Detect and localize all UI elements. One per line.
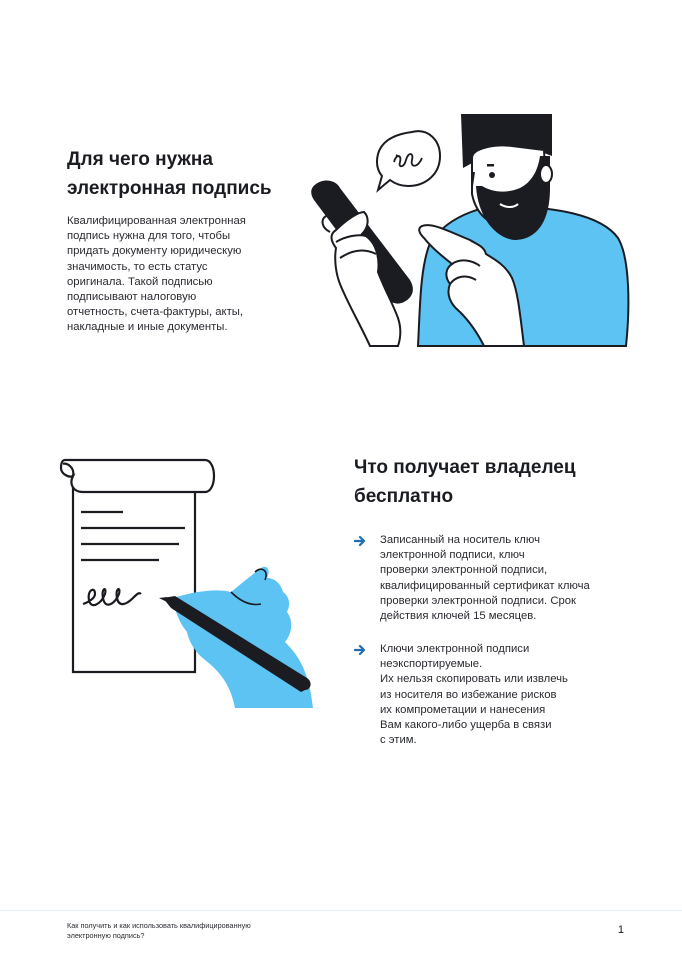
bullet-line: проверки электронной подписи. Срок (380, 594, 576, 607)
title-line: Для чего нужна (67, 149, 213, 170)
body-line: накладные и иные документы. (67, 321, 228, 334)
title-line: электронная подпись (67, 178, 272, 199)
section-title-why-signature (67, 145, 317, 203)
footer-line: электронную подпись? (67, 930, 145, 940)
title-line: Что получает владелец (354, 457, 576, 478)
hand-signing-document-illustration (55, 452, 320, 716)
bullet-line: проверки электронной подписи, (380, 564, 548, 577)
bullet-line: действия ключей 15 месяцев. (380, 610, 537, 623)
man-with-phone-illustration (300, 108, 660, 350)
bullet-line: Записанный на носитель ключ (380, 534, 540, 546)
bullet-text (380, 533, 590, 624)
body-line: значимость, то есть статус (67, 260, 208, 273)
title-line: бесплатно (354, 486, 454, 507)
arrow-right-icon (354, 535, 366, 547)
bullet-line: Их нельзя скопировать или извлечь (380, 673, 568, 686)
bullet-text (380, 642, 568, 748)
bullet-line: их компрометации и нанесения (380, 703, 546, 716)
bullet-line: электронной подписи, ключ (380, 549, 525, 562)
body-line: подписывают налоговую (67, 291, 197, 304)
arrow-right-icon (354, 644, 366, 656)
bullet-line: Ключи электронной подписи (380, 643, 530, 655)
body-line: оригинала. Такой подписью (67, 275, 213, 288)
page-number: 1 (617, 924, 624, 936)
bullet-item (354, 533, 644, 625)
body-line: подпись нужна для того, чтобы (67, 230, 231, 243)
body-line: придать документу юридическую (67, 245, 242, 258)
bullet-item (354, 642, 644, 752)
footer-line: Как получить и как использовать квалифицированную (67, 921, 251, 930)
section-body-why-signature (67, 214, 287, 336)
footer-divider (0, 910, 682, 911)
bullet-line: из носителя во избежание рисков (380, 688, 557, 701)
body-line: Квалифицированная электронная (67, 215, 246, 227)
bullet-line: неэкспортируемые. (380, 658, 483, 671)
bullet-line: с этим. (380, 734, 417, 747)
bullet-line: квалифицированный сертификат ключа (380, 579, 590, 592)
section-title-free-items (354, 453, 654, 511)
body-line: отчетность, счета-фактуры, акты, (67, 306, 244, 319)
bullet-line: Вам какого-либо ущерба в связи (380, 719, 552, 732)
footer-document-title (67, 921, 327, 941)
